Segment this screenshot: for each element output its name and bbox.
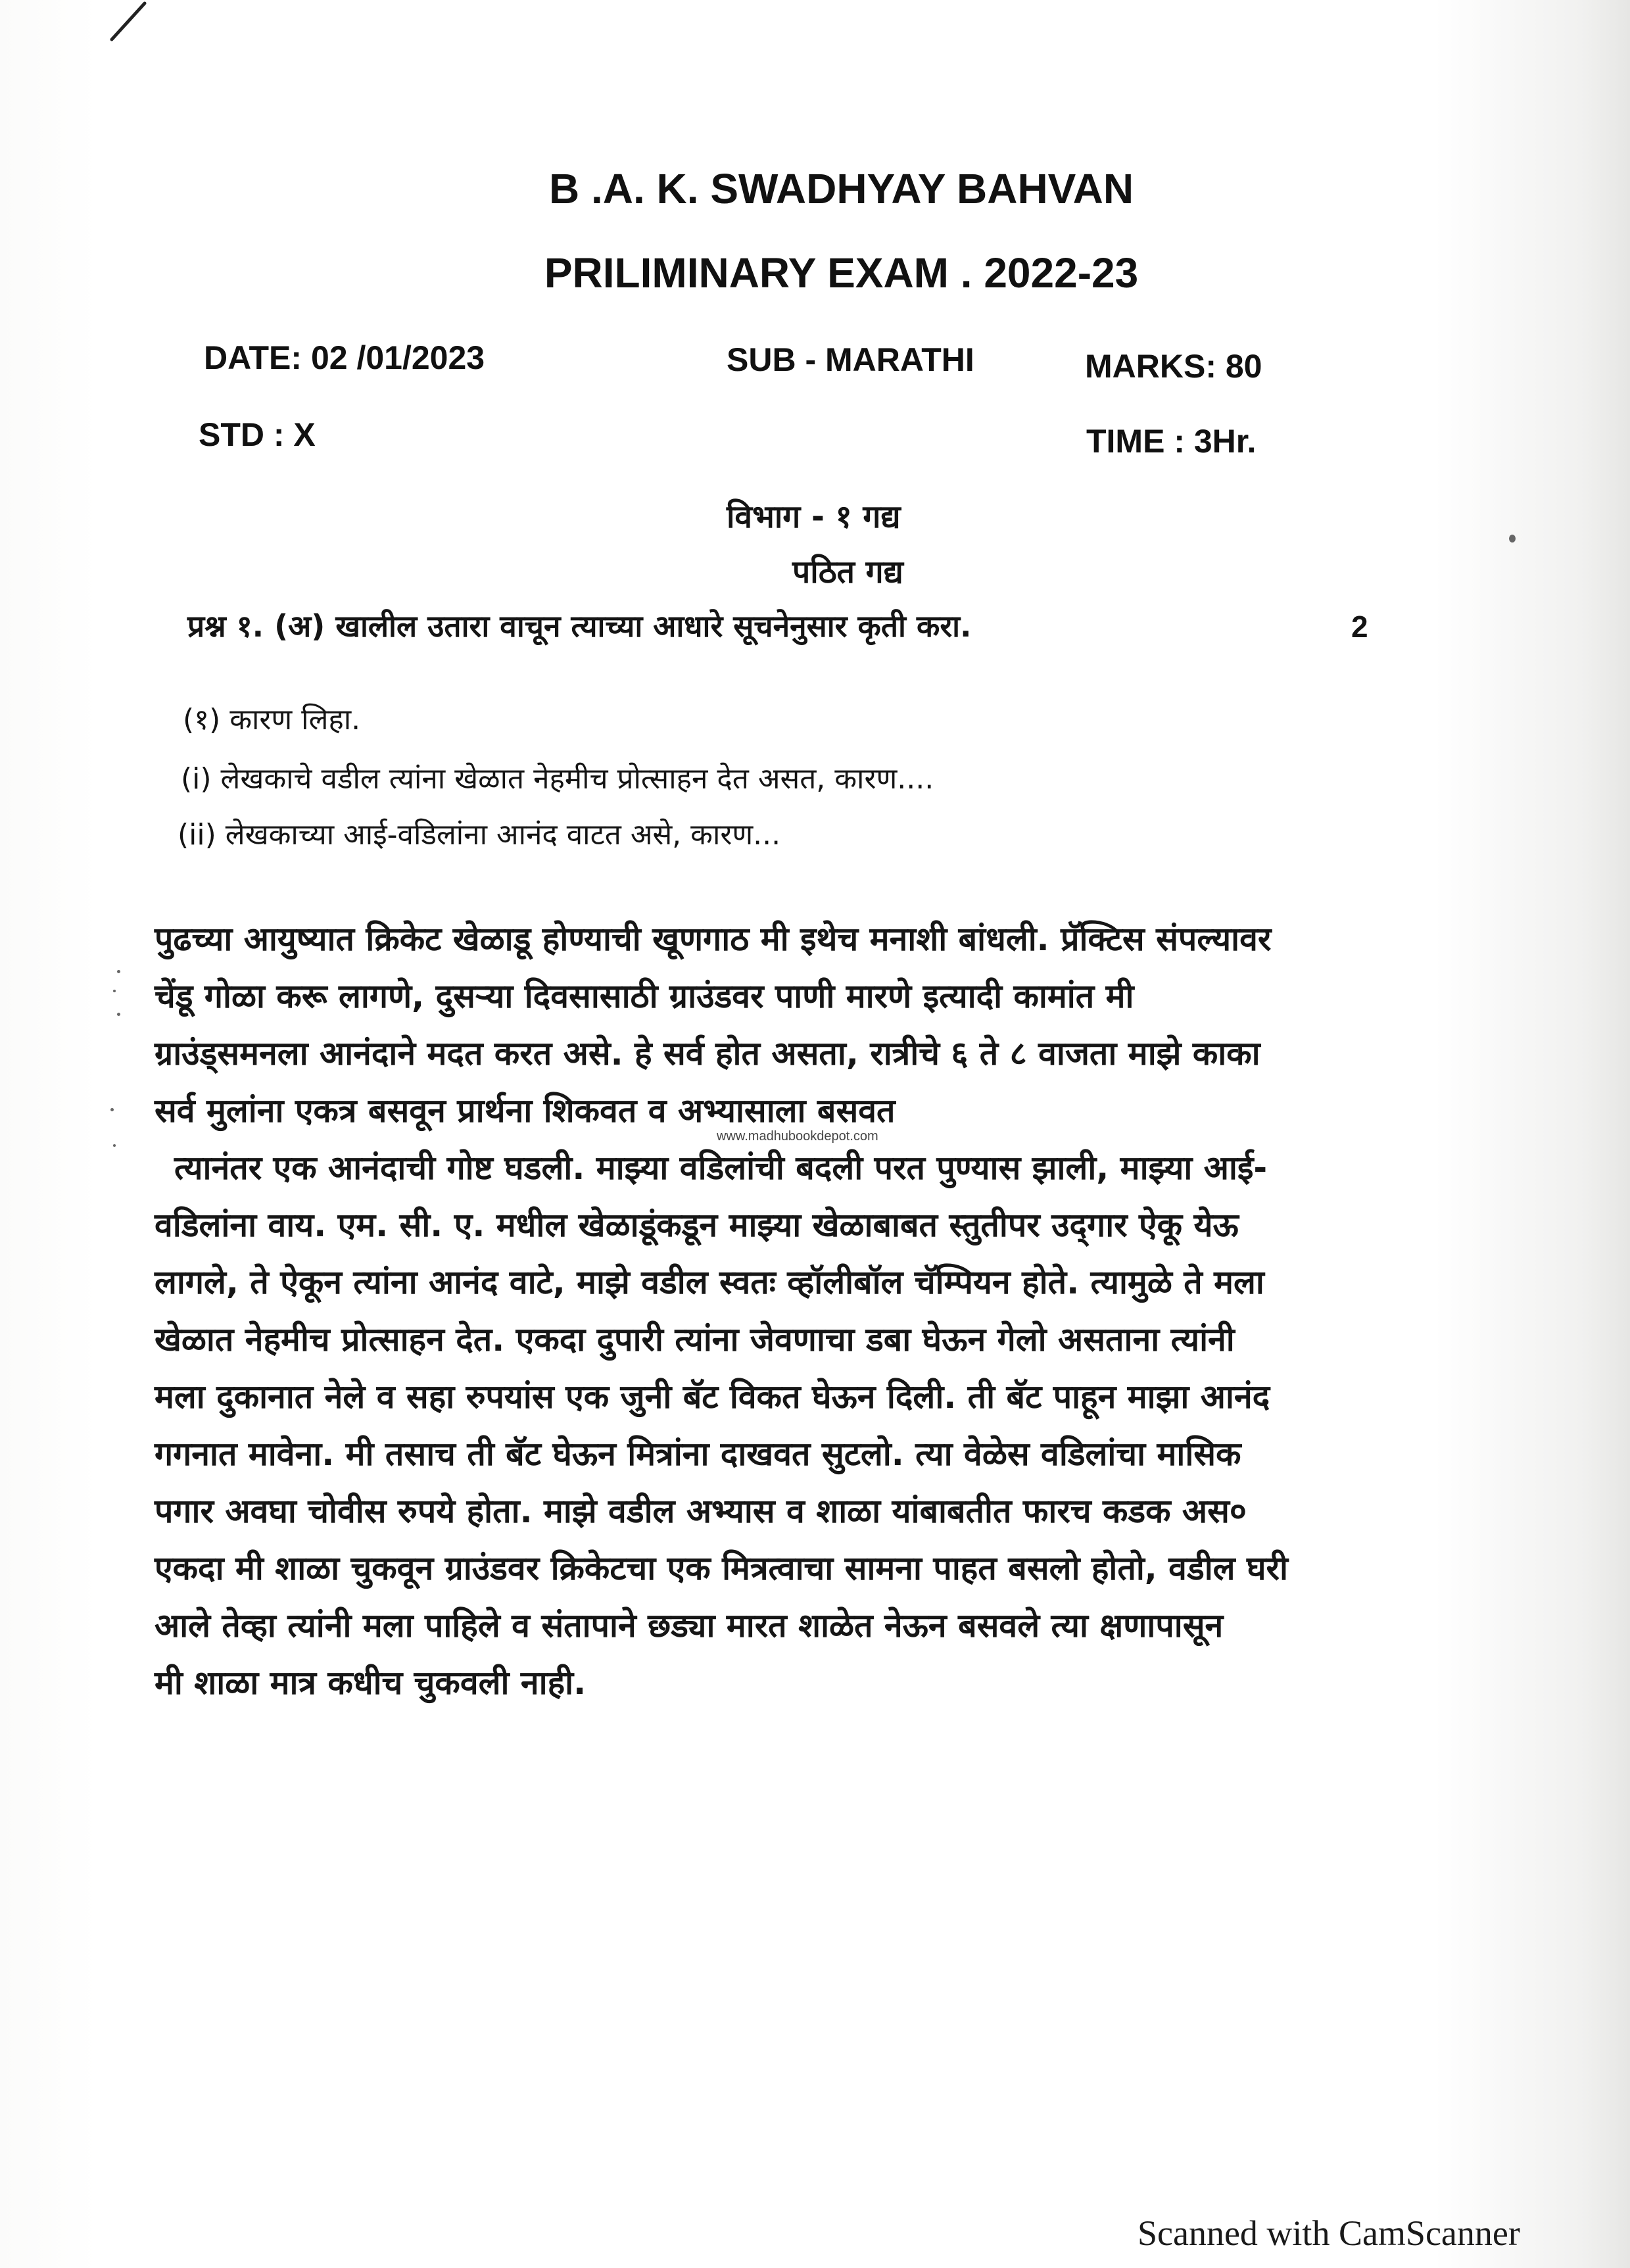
- section-title: विभाग - १ गद्य: [727, 498, 901, 535]
- pen-stroke-mark: [99, 0, 158, 59]
- total-marks: MARKS: 80: [1085, 348, 1262, 385]
- passage-line: त्यानंतर एक आनंदाची गोष्ट घडली. माझ्या वडिलांची बदली परत पुण्यास झाली, माझ्या आई-: [174, 1149, 1268, 1187]
- task-item: (ii) लेखकाच्या आई-वडिलांना आनंद वाटत असे, कारण...: [178, 818, 781, 852]
- exam-title: PRILIMINARY EXAM . 2022-23: [544, 249, 1139, 297]
- scanner-footer: Scanned with CamScanner: [1138, 2213, 1520, 2253]
- passage-line: खेळात नेहमीच प्रोत्साहन देत. एकदा दुपारी त्यांना जेवणाचा डबा घेऊन गेलो असताना त्यांनी: [155, 1320, 1235, 1359]
- scan-speck: [117, 970, 120, 973]
- task-heading: (१) कारण लिहा.: [183, 703, 361, 736]
- passage-line: मी शाळा मात्र कधीच चुकवली नाही.: [155, 1664, 587, 1702]
- passage-line: गगनात मावेना. मी तसाच ती बॅट घेऊन मित्रांना दाखवत सुटलो. त्या वेळेस वडिलांचा मासिक: [155, 1435, 1241, 1473]
- standard: STD : X: [199, 416, 316, 453]
- subsection-title: पठित गद्य: [792, 554, 903, 591]
- scan-speck: [110, 1108, 114, 1111]
- passage-line: ग्राउंड्समनला आनंदाने मदत करत असे. हे सर्व होत असता, रात्रीचे ६ ते ८ वाजता माझे काका: [155, 1034, 1260, 1073]
- passage-line: पुढच्या आयुष्यात क्रिकेट खेळाडू होण्याची खूणगाठ मी इथेच मनाशी बांधली. प्रॅक्टिस संपल्यावर: [155, 920, 1272, 958]
- passage-line: वडिलांना वाय. एम. सी. ए. मधील खेळाडूंकडून माझ्या खेळाबाबत स्तुतीपर उद्‌गार ऐकू येऊ: [155, 1206, 1239, 1244]
- exam-duration: TIME : 3Hr.: [1086, 423, 1257, 460]
- scan-speck: [113, 990, 116, 992]
- scan-speck: [113, 1144, 116, 1147]
- school-name: B .A. K. SWADHYAY BAHVAN: [548, 165, 1134, 212]
- passage: [155, 911, 1496, 1712]
- exam-date: DATE: 02 /01/2023: [204, 339, 485, 376]
- watermark-url: www.madhubookdepot.com: [717, 1129, 878, 1144]
- question-text: प्रश्न १. (अ) खालील उतारा वाचून त्याच्या आधारे सूचनेनुसार कृती करा.: [187, 608, 972, 644]
- passage-line: पगार अवघा चोवीस रुपये होता. माझे वडील अभ्यास व शाळा यांबाबतीत फारच कडक अस०: [155, 1492, 1247, 1530]
- question-marks: 2: [1351, 610, 1368, 644]
- passage-line: आले तेव्हा त्यांनी मला पाहिले व संतापाने छड्या मारत शाळेत नेऊन बसवले त्या क्षणापासून: [155, 1606, 1224, 1645]
- passage-line: एकदा मी शाळा चुकवून ग्राउंडवर क्रिकेटचा एक मित्रत्वाचा सामना पाहत बसलो होतो, वडील घरी: [155, 1549, 1288, 1587]
- passage-line: चेंडू गोळा करू लागणे, दुसऱ्या दिवसासाठी ग्राउंडवर पाणी मारणे इत्यादी कामांत मी: [155, 977, 1134, 1015]
- scan-speck: [1509, 535, 1516, 543]
- exam-subject: SUB - MARATHI: [727, 341, 974, 378]
- passage-line: सर्व मुलांना एकत्र बसवून प्रार्थना शिकवत व अभ्यासाला बसवत: [155, 1092, 896, 1130]
- passage-line: मला दुकानात नेले व सहा रुपयांस एक जुनी बॅट विकत घेऊन दिली. ती बॅट पाहून माझा आनंद: [155, 1378, 1270, 1416]
- task-item: (i) लेखकाचे वडील त्यांना खेळात नेहमीच प्रोत्साहन देत असत, कारण....: [181, 762, 934, 796]
- passage-line: लागले, ते ऐकून त्यांना आनंद वाटे, माझे वडील स्वतः व्हॉलीबॉल चॅम्पियन होते. त्यामुळे ते मला: [155, 1263, 1264, 1301]
- scan-speck: [117, 1013, 120, 1016]
